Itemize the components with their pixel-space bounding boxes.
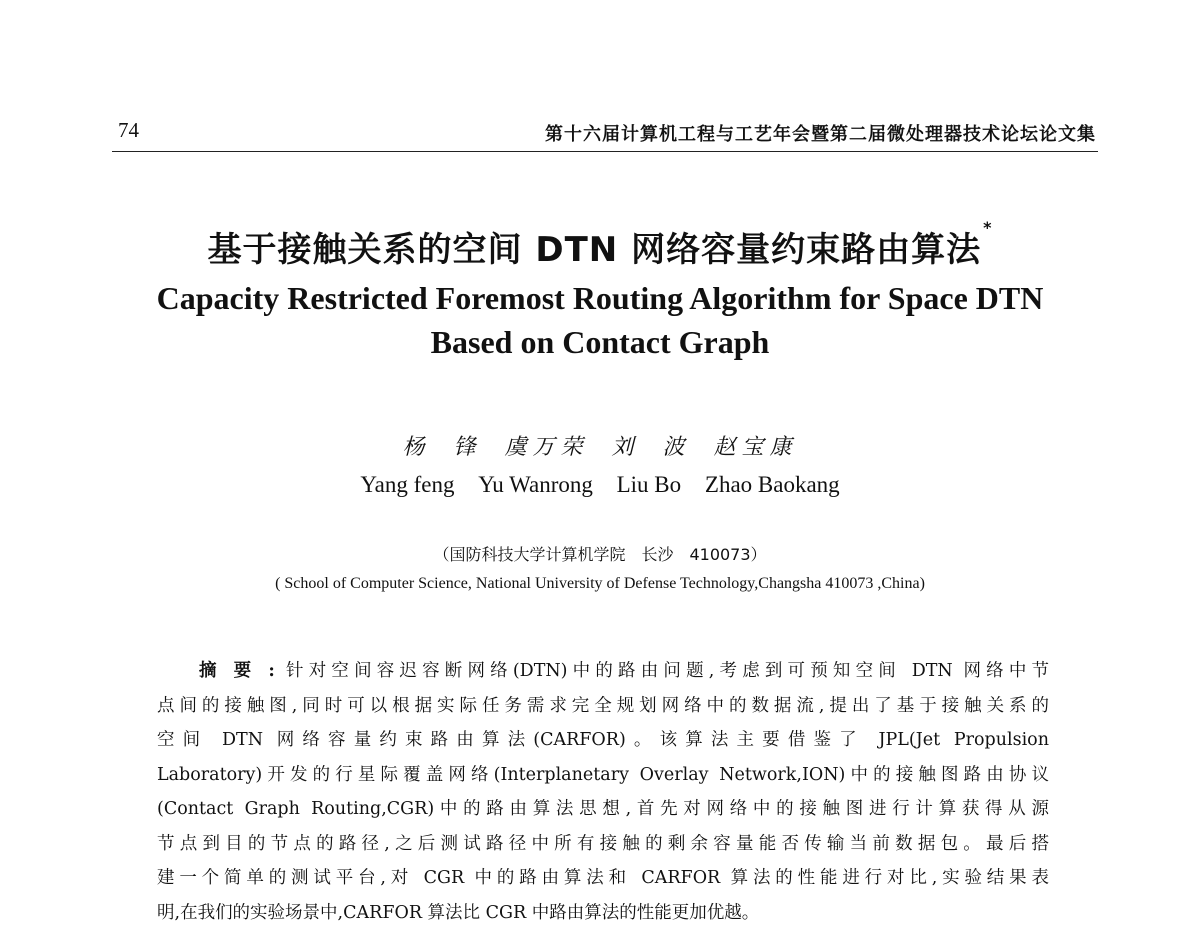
affiliation-chinese: （国防科技大学计算机学院 长沙 410073） [0, 542, 1200, 565]
title-chinese [0, 222, 1200, 271]
title-chinese-text: 基于接触关系的空间 DTN 网络容量约束路由算法 [208, 230, 982, 270]
running-header: 第十六届计算机工程与工艺年会暨第二届微处理器技术论坛论文集 [545, 120, 1096, 146]
author-3: Liu Bo [617, 472, 682, 497]
authors-chinese: 杨 锋 虞万荣 刘 波 赵宝康 [0, 430, 1200, 461]
abstract-line-8: 明,在我们的实验场景中,CARFOR 算法比 CGR 中路由算法的性能更加优越。 [157, 896, 1049, 930]
abstract-label-colon: : [268, 661, 274, 681]
abstract-line [157, 654, 1049, 689]
authors-english [0, 472, 1200, 498]
title-english-line-1: Capacity Restricted Foremost Routing Algorithm for Space DTN [0, 280, 1200, 317]
abstract-line-3: 空间 DTN 网络容量约束路由算法(CARFOR)。该算法主要借鉴了 JPL(Jet Propulsion [157, 723, 1049, 758]
abstract-line-7: 建一个简单的测试平台,对 CGR 中的路由算法和 CARFOR 算法的性能进行对比,实验结果表 [157, 861, 1049, 896]
title-english-line-2: Based on Contact Graph [0, 324, 1200, 361]
header-rule [112, 151, 1098, 152]
affiliation-english: ( School of Computer Science, National University of Defense Technology,Changsha 410073 ,China) [0, 575, 1200, 593]
author-2: Yu Wanrong [478, 472, 593, 497]
abstract-line-2: 点间的接触图,同时可以根据实际任务需求完全规划网络中的数据流,提出了基于接触关系的 [157, 689, 1049, 724]
abstract [157, 654, 1049, 930]
abstract-line-1: 针对空间容迟容断网络(DTN)中的路由问题,考虑到可预知空间 DTN 网络中节 [281, 661, 1049, 681]
author-1: Yang feng [360, 472, 454, 497]
author-4: Zhao Baokang [705, 472, 840, 497]
abstract-label: 摘要 [199, 661, 268, 681]
abstract-line-6: 节点到目的节点的路径,之后测试路径中所有接触的剩余容量能否传输当前数据包。最后搭 [157, 827, 1049, 862]
abstract-line-4: Laboratory)开发的行星际覆盖网络(Interplanetary Overlay Network,ION)中的接触图路由协议 [157, 758, 1049, 793]
title-footnote-mark: * [983, 218, 992, 237]
abstract-line-5: (Contact Graph Routing,CGR)中的路由算法思想,首先对网络中的接触图进行计算获得从源 [157, 792, 1049, 827]
page-number: 74 [118, 118, 139, 143]
